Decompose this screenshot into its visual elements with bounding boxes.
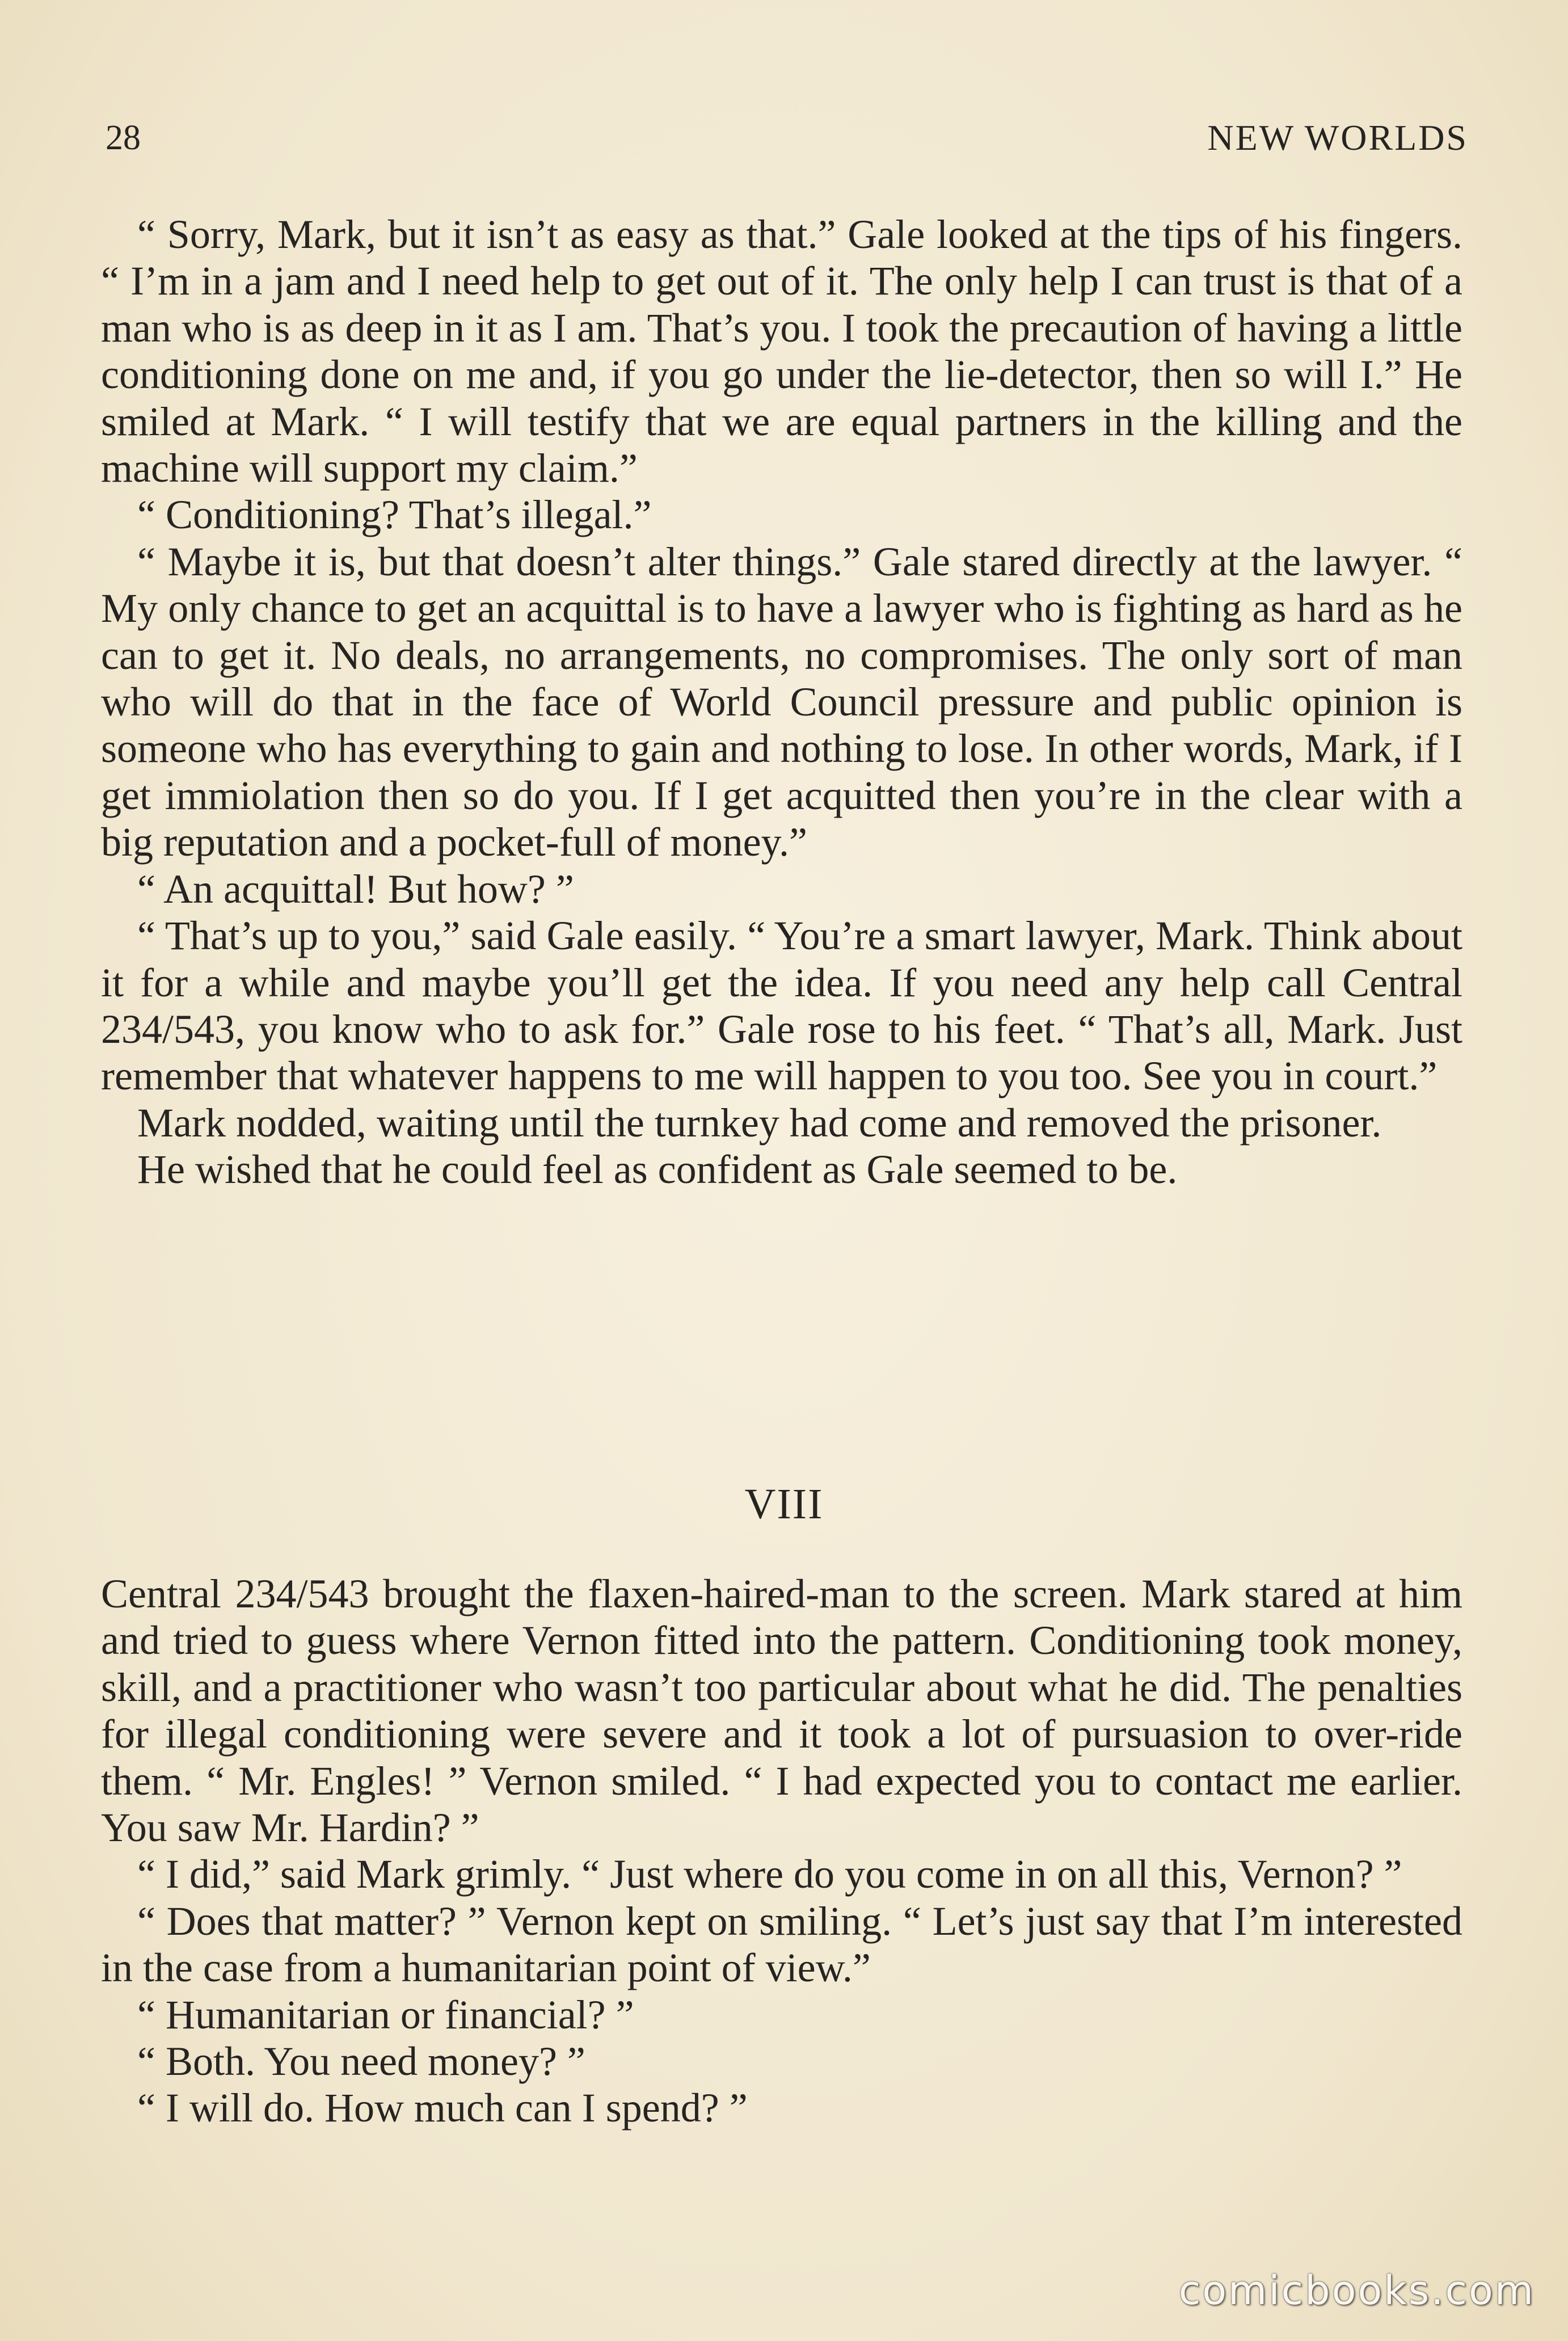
paragraph: “ Sorry, Mark, but it isn’t as easy as that.” Gale looked at the tips of his fingers. “ I’m in a jam and I need help to get out of it. The only help I can trust is that of a man who is as deep in it as I am. That’s you. I took the precaution of having a little conditioning done on me and, if you go under the lie-detector, then so will I.” He smiled at Mark. “ I will testify that we are equal partners in the killing and the machine will support my claim.” — [101, 212, 1462, 491]
paragraph: Central 234/543 brought the flaxen-haired-man to the screen. Mark stared at him and tried to guess where Vernon fitted into the pattern. Conditioning took money, skill, and a practitioner who wasn’t too particular about what he did. The penalties for illegal conditioning were severe and it took a lot of pursuasion to over-ride them. “ Mr. Engles! ” Vernon smiled. “ I had expected you to contact me earlier. You saw Mr. Hardin? ” — [101, 1571, 1462, 1851]
paragraph: He wished that he could feel as confident as Gale seemed to be. — [137, 1147, 1178, 1193]
paragraph: “ That’s up to you,” said Gale easily. “ You’re a smart lawyer, Mark. Think about it for a while and maybe you’ll get the idea. If you need any help call Central 234/543, you know who to ask for.” Gale rose to his feet. “ That’s all, Mark. Just remember that whatever happens to me will happen to you too. See you in court.” — [101, 913, 1462, 1099]
paragraph: Mark nodded, waiting until the turnkey had come and removed the prisoner. — [137, 1100, 1382, 1146]
paragraph: “ Does that matter? ” Vernon kept on smiling. “ Let’s just say that I’m interested in the case from a humanitarian point of view.” — [101, 1898, 1462, 1991]
paragraph: “ Conditioning? That’s illegal.” — [137, 492, 652, 538]
paragraph: “ An acquittal! But how? ” — [137, 866, 574, 912]
page-header — [106, 112, 1468, 163]
chapter-heading: VIII — [744, 1480, 824, 1528]
text-block-after-chapter — [101, 1571, 1462, 2132]
paragraph: “ I did,” said Mark grimly. “ Just where do you come in on all this, Vernon? ” — [137, 1851, 1402, 1897]
running-head: NEW WORLDS — [1207, 117, 1468, 158]
paragraph: “ Both. You need money? ” — [137, 2039, 585, 2085]
paragraph: “ Humanitarian or financial? ” — [137, 1991, 634, 2037]
watermark: comicbooks.com — [1178, 2267, 1535, 2314]
text-block-before-chapter — [101, 211, 1462, 1193]
paragraph: “ Maybe it is, but that doesn’t alter things.” Gale stared directly at the lawyer. “ My only chance to get an acquittal is to have a lawyer who is fighting as hard as he can to get it. No deals, no arrangements, no compromises. The only sort of man who will do that in the face of World Council pressure and public opinion is someone who has everything to gain and nothing to lose. In other words, Mark, if I get immiolation then so do you. If I get acquitted then you’re in the clear with a big reputation and a pocket-full of money.” — [101, 538, 1462, 865]
page-number: 28 — [106, 119, 141, 157]
paragraph: “ I will do. How much can I spend? ” — [137, 2085, 748, 2131]
